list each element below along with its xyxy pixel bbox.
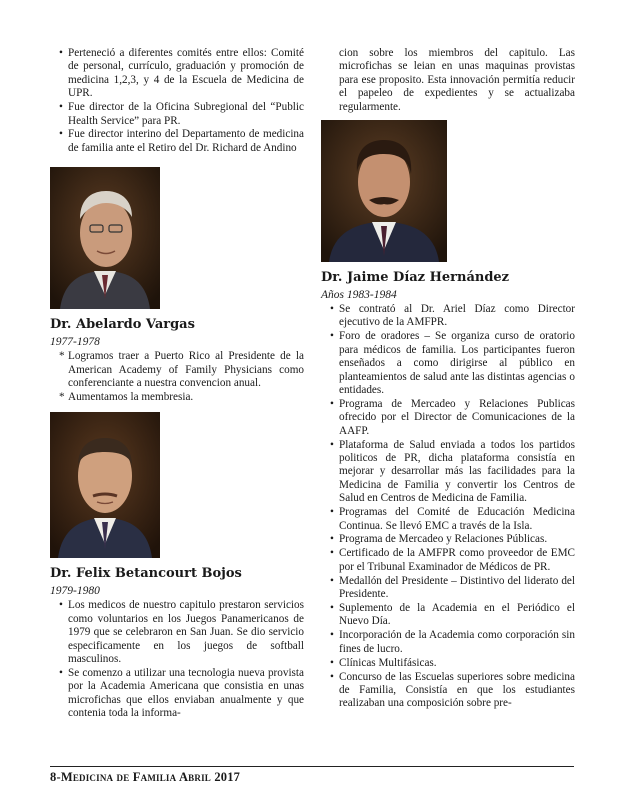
- list-item: • Certificado de la AMFPR como proveedor de EMC por el Tribunal Examinador de Médicos de PR.: [321, 547, 575, 574]
- person-name: Dr. Jaime Díaz Hernández: [321, 270, 510, 286]
- list-item: • Se contrató al Dr. Ariel Díaz como Director ejecutivo de la AMFPR.: [321, 303, 575, 330]
- list-item: * Logramos traer a Puerto Rico al Presidente de la American Academy of Family Physicians como conferenciante a nuestra convencion anual.: [50, 350, 304, 390]
- publication-title: Medicina de Familia Abril 2017: [60, 770, 241, 784]
- term-years: 1979-1980: [50, 585, 100, 598]
- achievements-list: [50, 599, 304, 720]
- list-item: • Suplemento de la Academia en el Periódico el Nuevo Día.: [321, 602, 575, 629]
- footer-rule: [50, 766, 574, 767]
- person-name: Dr. Abelardo Vargas: [50, 317, 195, 333]
- page-footer: [50, 770, 240, 785]
- left-column: [50, 47, 304, 721]
- intro-list: [50, 47, 304, 155]
- list-item: • Concurso de las Escuelas superiores sobre medicina de Familia, Consistía en que los estudiantes realizaban una composición sobre pre-: [321, 671, 575, 711]
- page-number: 8-: [50, 770, 61, 784]
- right-column: [321, 47, 575, 711]
- achievements-list: [321, 303, 575, 711]
- list-item: • Perteneció a diferentes comités entre ellos: Comité de personal, currículo, graduación y promoción de medicina 1,2,3, y 4 de la Escuela de Medicina de UPR.: [50, 47, 304, 101]
- list-item: • Se comenzo a utilizar una tecnologia nueva provista por la Academia Americana que consistia en unas microfichas que ellos enviaban anualmente y que contenia toda la informa-: [50, 667, 304, 721]
- list-item: • Incorporación de la Academia como corporación sin fines de lucro.: [321, 629, 575, 656]
- achievements-list: [50, 350, 304, 404]
- list-item: • Programa de Mercadeo y Relaciones Públicas.: [321, 533, 575, 546]
- list-item: • Programa de Mercadeo y Relaciones Publicas ofrecido por el Director de Comunicaciones de la AAFP.: [321, 398, 575, 438]
- portrait-photo-betancourt: [50, 412, 160, 558]
- list-item: * Aumentamos la membresia.: [50, 391, 304, 404]
- continuation-text: cion sobre los miembros del capitulo. Las microfichas se leian en unas maquinas provistas para ese proposito. Esta innovación permitía reducir el papeleo de expedientes y se actualizaba regularmente.: [339, 47, 575, 113]
- person-name: Dr. Felix Betancourt Bojos: [50, 566, 242, 582]
- list-item: • Fue director de la Oficina Subregional del “Public Health Service” para PR.: [50, 101, 304, 128]
- list-item: • Programas del Comité de Educación Medicina Continua. Se llevó EMC a través de la Isla.: [321, 506, 575, 533]
- list-item: • Los medicos de nuestro capitulo prestaron servicios como voluntarios en los Juegos Panamericanos de 1979 que se celebraron en San Juan. Se dio servicio especificamente en los juegos de softball masculinos.: [50, 599, 304, 666]
- list-item: • Fue director interino del Departamento de medicina de familia ante el Retiro del Dr. Richard de Andino: [50, 128, 304, 155]
- list-item: • Clínicas Multifásicas.: [321, 657, 575, 670]
- list-item: • Medallón del Presidente – Distintivo del liderato del Presidente.: [321, 575, 575, 602]
- term-years: Años 1983-1984: [321, 289, 397, 302]
- list-item: • Foro de oradores – Se organiza curso de oratorio para médicos de familia. Los participantes fueron enseñados a como dirigirse al público en planteamientos de salud ante las distintas agencias o entidades.: [321, 330, 575, 397]
- portrait-photo-diaz: [321, 120, 447, 262]
- portrait-photo-vargas: [50, 167, 160, 309]
- term-years: 1977-1978: [50, 336, 100, 349]
- list-item: • Plataforma de Salud enviada a todos los partidos politicos de PR, dicha plataforma consistía en mejorar y desarrollar más las facilidades para la Medicina de Familia y convertir los Centros de Salud en Centros de Medicina de Familia.: [321, 439, 575, 506]
